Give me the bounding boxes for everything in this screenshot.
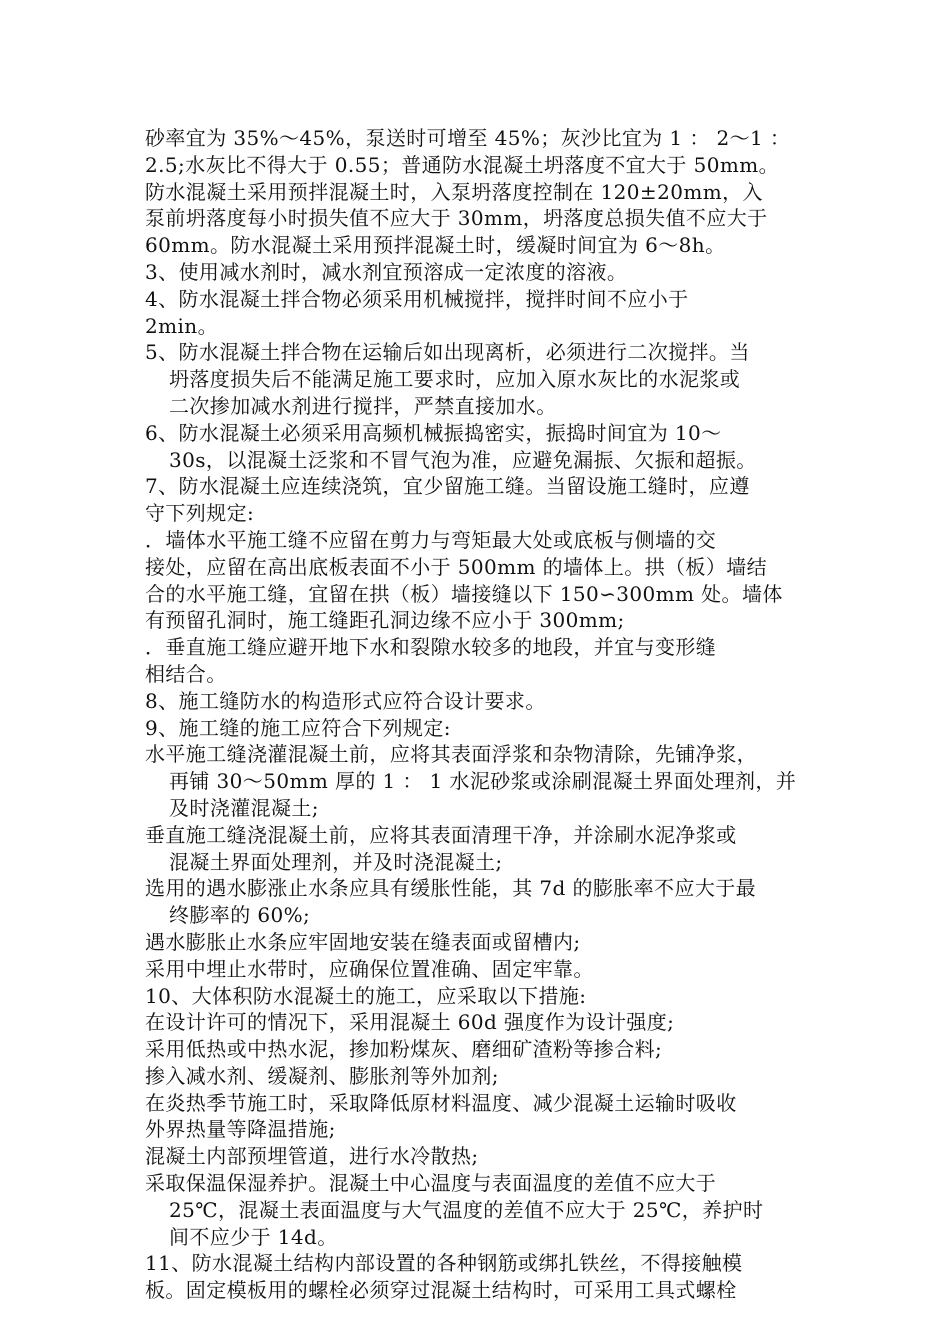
text-line: ．墙体水平施工缝不应留在剪力与弯矩最大处或底板与侧墙的交 [145,527,717,552]
text-line: 二次掺加减水剂进行搅拌，严禁直接加水。 [169,393,557,418]
text-line: 再铺 30～50mm 厚的 1 ： 1 水泥砂浆或涂刷混凝土界面处理剂，并 [169,769,797,794]
text-line: 5、防水混凝土拌合物在运输后如出现离析，必须进行二次搅拌。当 [145,340,750,365]
text-line: 采用低热或中热水泥，掺加粉煤灰、磨细矿渣粉等掺合料; [145,1037,663,1062]
text-line: 合的水平施工缝，宜留在拱（板）墙接缝以下 150∽300mm 处。墙体 [145,581,783,606]
text-line: 60mm。防水混凝土采用预拌混凝土时，缓凝时间宜为 6～8h。 [145,233,726,258]
document-body-text [145,125,835,1304]
text-line: 接处，应留在高出底板表面不小于 500mm 的墙体上。拱（板）墙结 [145,554,768,579]
text-line: 6、防水混凝土必须采用高频机械振捣密实，振捣时间宜为 10～ [145,420,722,445]
text-line: 水平施工缝浇灌混凝土前，应将其表面浮浆和杂物清除，先铺净浆， [145,742,757,767]
text-line: 坍落度损失后不能满足施工要求时，应加入原水灰比的水泥浆或 [169,367,741,392]
text-line: 遇水膨胀止水条应牢固地安装在缝表面或留槽内; [145,929,581,954]
text-line: 10、大体积防水混凝土的施工，应采取以下措施: [145,983,587,1008]
text-line: 3、使用减水剂时，减水剂宜预溶成一定浓度的溶液。 [145,259,628,284]
text-line: 砂率宜为 35%～45%，泵送时可增至 45%；灰沙比宜为 1 ： 2～1 ： [145,126,791,150]
text-line: 9、施工缝的施工应符合下列规定: [145,715,451,740]
text-line: 7、防水混凝土应连续浇筑，宜少留施工缝。当留设施工缝时，应遵 [145,474,750,499]
text-line: 混凝土内部预埋管道，进行水冷散热; [145,1144,479,1169]
text-line: 及时浇灌混凝土; [169,795,319,820]
text-line: 板。固定模板用的螺栓必须穿过混凝土结构时，可采用工具式螺栓 [145,1278,737,1303]
text-line: 掺入减水剂、缓凝剂、膨胀剂等外加剂; [145,1063,499,1088]
text-line: 采用中埋止水带时，应确保位置准确、固定牢靠。 [145,956,594,981]
text-line: 有预留孔洞时，施工缝距孔洞边缘不应小于 300mm; [145,608,625,633]
text-line: 8、施工缝防水的构造形式应符合设计要求。 [145,688,546,713]
text-line: 泵前坍落度每小时损失值不应大于 30mm，坍落度总损失值不应大于 [145,206,768,231]
text-line: 30s，以混凝土泛浆和不冒气泡为准，应避免漏振、欠振和超振。 [169,447,757,472]
text-line: 2min。 [145,313,218,338]
text-line: 间不应少于 14d。 [169,1224,338,1249]
text-line: 防水混凝土采用预拌混凝土时，入泵坍落度控制在 120±20mm，入 [145,179,763,204]
text-line: 终膨率的 60%; [169,903,311,928]
text-line: 相结合。 [145,661,227,686]
text-line: 在设计许可的情况下，采用混凝土 60d 强度作为设计强度; [145,1010,675,1035]
text-line: 在炎热季节施工时，采取降低原材料温度、减少混凝土运输时吸收 [145,1090,737,1115]
text-line: 垂直施工缝浇混凝土前，应将其表面清理干净，并涂刷水泥净浆或 [145,822,737,847]
text-line: 混凝土界面处理剂，并及时浇混凝土; [169,849,503,874]
text-line: 11、防水混凝土结构内部设置的各种钢筋或绑扎铁丝，不得接触模 [145,1251,743,1276]
text-line: 选用的遇水膨涨止水条应具有缓胀性能，其 7d 的膨胀率不应大于最 [145,876,757,901]
text-line: 4、防水混凝土拌合物必须采用机械搅拌，搅拌时间不应小于 [145,286,689,311]
text-line: ．垂直施工缝应避开地下水和裂隙水较多的地段，并宜与变形缝 [145,635,717,660]
text-line: 25℃，混凝土表面温度与大气温度的差值不应大于 25℃，养护时 [169,1197,764,1222]
text-line: 外界热量等降温措施; [145,1117,336,1142]
text-line: 守下列规定: [145,501,255,526]
text-line: 2.5;水灰比不得大于 0.55；普通防水混凝土坍落度不宜大于 50mm。 [145,152,779,177]
text-line: 采取保温保湿养护。混凝土中心温度与表面温度的差值不应大于 [145,1171,717,1196]
